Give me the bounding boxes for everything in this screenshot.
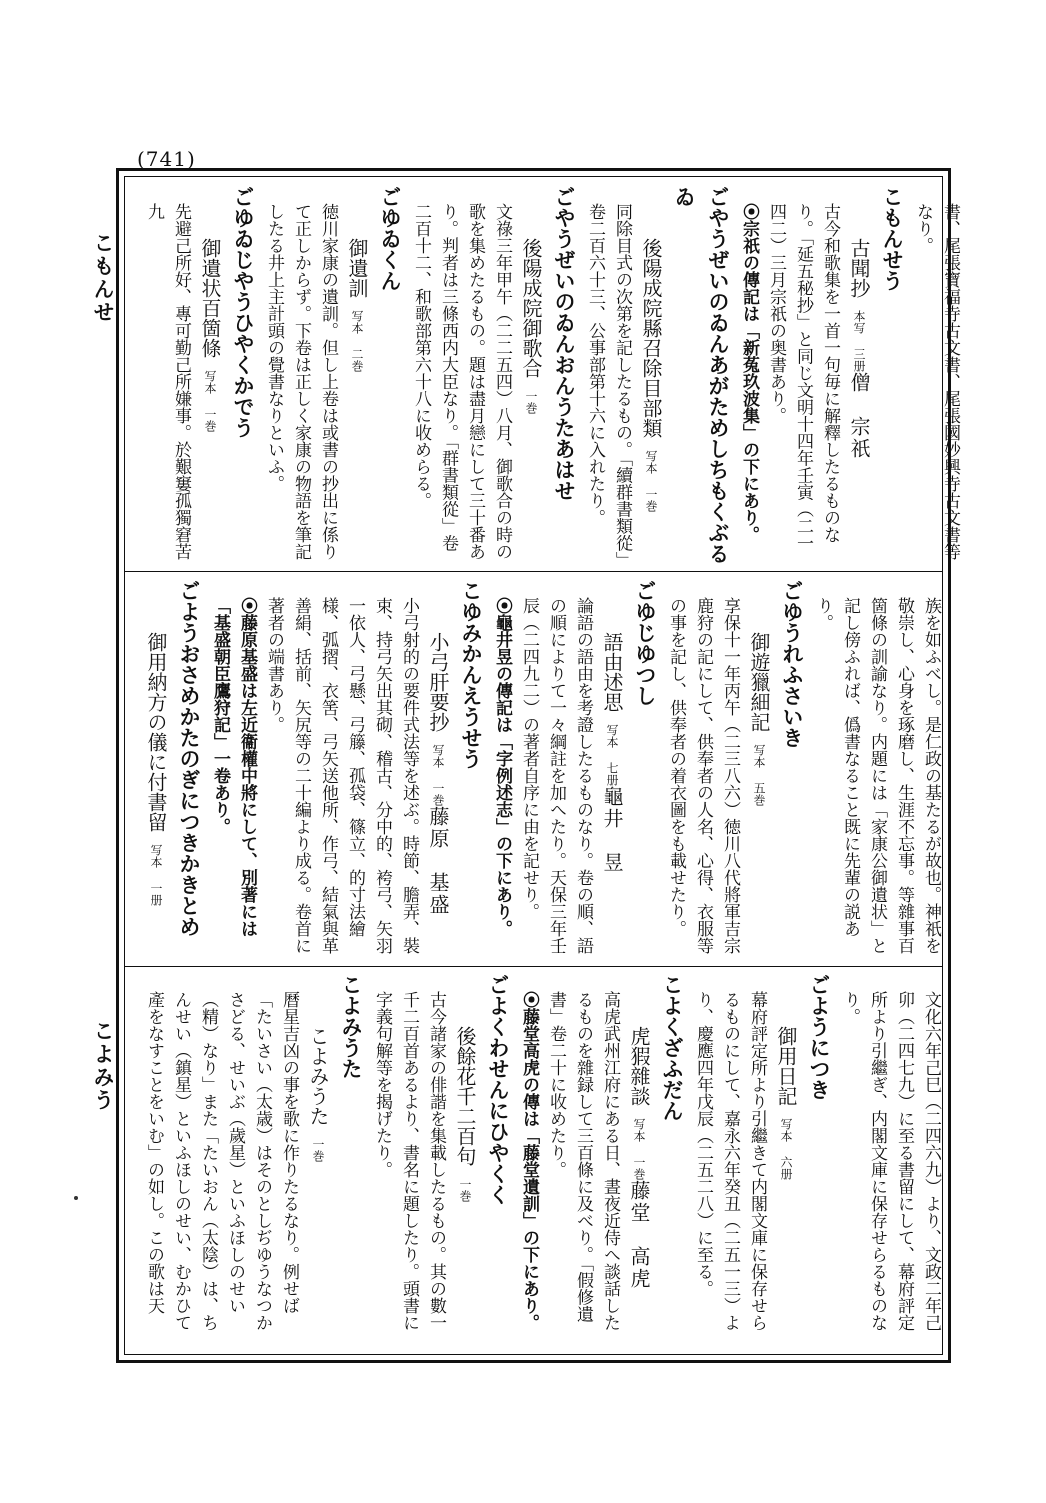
format-note: 写本 五巻 [752, 732, 766, 806]
entry-title [743, 580, 775, 958]
entry-heading: こよくざふだん [660, 974, 684, 1121]
author-name: 藤堂 高虎 [627, 1180, 651, 1290]
body-text: 古今諸家の俳諧を集載したるもの。其の數一千二百首あるより、書名に題したり。頭書に字義句解等を揭げたり。 [372, 991, 446, 1331]
body-text: 論語の語由を考證したるものなり。卷の順、語の順によりて一々綱註を加へたり。天保三年壬辰（二四九二）の著者自序に由を記せり。 [519, 597, 593, 954]
entry-title [449, 974, 481, 1346]
title-text: 御用納方の儀に付書留 [144, 632, 168, 832]
entry-heading: ごよくわせんにひやくく [486, 974, 510, 1205]
body-text: 文祿三年甲午（二二五四）八月、御歌合の時の歌を集めたるもの。題は盡月戀にして三十番あり。判者は三條西内大臣なり。「群書類從」卷二百十二、和歌部第六十八に收めらる。 [411, 203, 512, 560]
format-note: 写本 一巻 [203, 358, 217, 432]
format-note: 一巻 [458, 1166, 472, 1202]
text-band-middle [140, 580, 941, 958]
entry-heading: ごようおさめかたのぎにつきかきとめ [177, 580, 201, 937]
body-text: 小弓射的の要件式法等を述ぶ。時節、膽弄、裝束、持弓矢出其砌、稽古、分中的、袴弓、矢羽一依人、弓懸、弓籐、孤袋、篠立、的寸法繪様、弧摺、衣筈、弓矢送他所、作弓、結氣與革善絹、括前、矢尻等の二十編より成る。卷首に著者の端書あり。 [264, 597, 419, 954]
entry-title [515, 186, 547, 564]
entry-heading: ごやうぜいのゐんあがためしちもくぶるゐ [672, 186, 730, 564]
body-text: 徳川家康の遺訓。但し上卷は或書の抄出に係りて正しからず。下卷は正しく家康の物語を筆記したる井上主計頭の覺書なりといふ。 [264, 203, 338, 560]
format-note: 一巻 [524, 378, 538, 414]
format-note: 写本 一巻 [632, 1106, 646, 1180]
body-text: 文化六年己巳（二四六九）より、文政二年己卯（二四七九）に至る書留にして、幕府評定所より引繼ぎ、内閣文庫に保存せらるものなり。 [840, 991, 941, 1331]
body-text: 幕府評定所より引繼きて内閣文庫に保存せらるものにして、嘉永六年癸丑（二五一三）より、慶應四年戊辰（二五二八）に至る。 [693, 991, 767, 1331]
text-band-top [140, 186, 960, 564]
body-text: 族を如ふべし。是仁政の基たるが故也。神祇を敬崇し、心身を琢磨し、生涯不忘事。等雜事百箇條の訓諭なり。内題には「家康公御遺状」と記し傍ふれば、僞書なること既に先輩の説あり。 [813, 597, 941, 954]
vertical-text [140, 974, 944, 1346]
body-text: 先避己所好、專可勤己所嫌事。於艱窶孤獨窘苦九 [144, 203, 191, 560]
entry-heading: ごゆうれふさいき [780, 580, 804, 748]
biographical-note: ⦿宗祇の傳記は「新菟玖波集」の下にあり。 [739, 203, 759, 543]
biographical-note: ⦿龜井昱の傳記は「字例述志」の下にあり。 [492, 597, 512, 937]
text-band-bottom [140, 974, 941, 1346]
title-text: 虎猳雜談 [627, 1026, 651, 1106]
entry-heading: こゆみかんえうせう [459, 580, 483, 769]
title-text: 語由述思 [600, 632, 624, 712]
format-note: 本写 三册 [852, 298, 866, 372]
entry-heading: ごやうぜいのゐんおんうたあはせ [552, 186, 576, 501]
title-text: 御遺状百箇條 [198, 238, 222, 358]
vertical-text [140, 186, 963, 564]
entry-title [194, 186, 226, 564]
body-text: 書、尾張寶福寺古文書、尾張國妙興寺古文書等なり。 [913, 203, 960, 560]
format-note: 写本 一巻 [644, 438, 658, 512]
author-name: 僧 宗祇 [847, 372, 871, 460]
entry-heading: こもんせう [880, 186, 904, 291]
entry-title [635, 186, 667, 564]
format-note: 写本 六册 [779, 1106, 793, 1180]
body-text: 高虎武州江府にある日、晝夜近侍へ談話したるものを雜録して三百條に及べり。「假修遺書」卷二十に收めたり。 [546, 991, 620, 1331]
body-text: 曆星吉凶の事を歌に作りたるなり。例せば「たいさい（太歳）はそのとしぢゆうなつかさどる、せいぶ（歲星）といふほしのせい（精）なり」また「たいおん（太陰）は、ちんせい（鎮星）といふほしのせい、むかひて產をなすことをいむ」の如し。この歌は天 [144, 991, 299, 1331]
body-text: 享保十一年丙午（二三八六）徳川八代將軍吉宗鹿狩の記にして、供奉者の人名、心得、衣服等の事を記し、供奉者の着衣圖をも載せたり。 [666, 597, 740, 954]
format-note: 一巻 [311, 1126, 325, 1162]
format-note: 写本 一巻 [431, 732, 445, 806]
running-head-bottom: こよみう [91, 1020, 115, 1112]
entry-title [302, 974, 334, 1346]
format-note: 写本 一册 [149, 832, 163, 906]
title-text: 御遊獵細記 [747, 632, 771, 732]
entry-heading: ごゆゐくん [378, 186, 402, 291]
entry-title [422, 580, 454, 958]
entry-title [623, 974, 655, 1346]
entry-title [596, 580, 628, 958]
entry-title [341, 186, 373, 564]
band-divider [124, 571, 943, 572]
band-divider [124, 966, 943, 967]
title-text: こよみうた [306, 1026, 330, 1126]
author-name: 藤原 基盛 [426, 806, 450, 916]
entry-heading: こよみうた [339, 974, 363, 1079]
author-name: 龜井 昱 [600, 786, 624, 874]
body-text: 古今和歌集を一首一句毎に解釋したるものなり。「延五秘抄」と同じ文明十四年壬寅（二一四二）三月宗祇の奥書あり。 [766, 203, 840, 552]
vertical-text [140, 580, 944, 958]
title-text: 後餘花千二百句 [453, 1026, 477, 1166]
entry-title [843, 186, 875, 564]
format-note: 写本 七册 [605, 712, 619, 786]
title-text: 小弓肝要抄 [426, 632, 450, 732]
biographical-note: ⦿藤堂高虎の傳は「藤堂遺訓」の下にあり。 [519, 991, 539, 1331]
biographical-note: ⦿藤原基盛は左近衞權中將にして、別著には「基盛朝臣鷹狩記」一卷あり。 [210, 597, 257, 937]
title-text: 古聞抄 [847, 238, 871, 298]
entry-heading: ごゆゐじやうひやくかでう [231, 186, 255, 438]
entry-heading: ごようにつき [807, 974, 831, 1100]
page-number: (741) [137, 147, 196, 171]
body-text: 同除目式の次第を記したるもの。「續群書類從」卷二百六十三、公事部第十六に入れたり。 [585, 203, 632, 560]
title-text: 御用日記 [774, 1026, 798, 1106]
format-note: 写本 二巻 [350, 298, 364, 372]
entry-title [140, 580, 172, 958]
title-text: 後陽成院縣召除目部類 [639, 238, 663, 438]
title-text: 御遺訓 [345, 238, 369, 298]
entry-title [770, 974, 802, 1346]
running-head-top: こもんせ [91, 232, 115, 324]
ink-dot [74, 1196, 78, 1200]
entry-heading: ごゆじゆつし [633, 580, 657, 706]
title-text: 後陽成院御歌合 [519, 238, 543, 378]
